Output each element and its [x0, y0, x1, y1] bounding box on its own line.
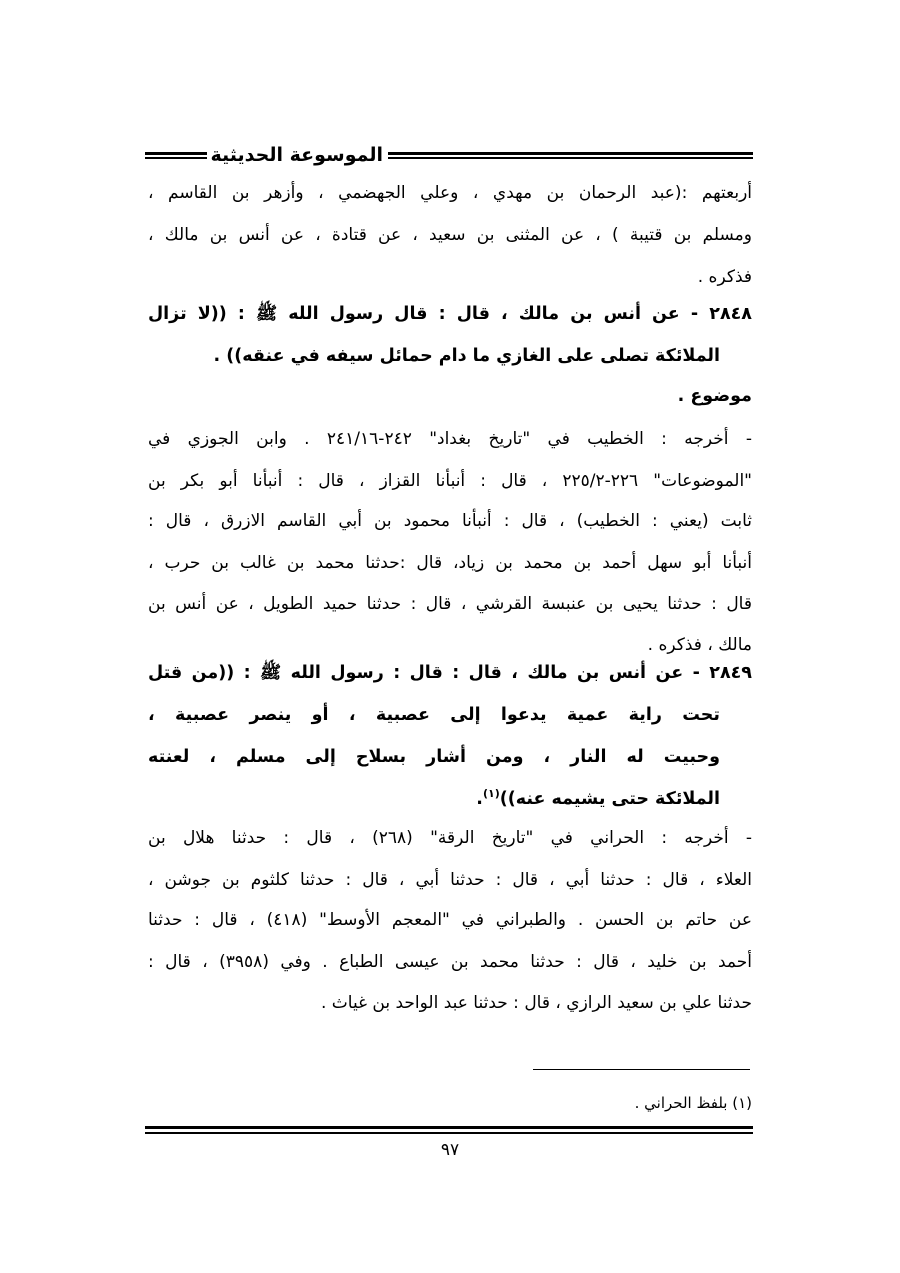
footnote-ref: (١) [482, 787, 500, 801]
takhrij-line: عن حاتم بن الحسن . والطبراني في "المعجم الأوسط" (٤١٨) ، قال : حدثنا [148, 910, 753, 930]
takhrij-line: أنبأنا أبو سهل أحمد بن محمد بن زياد، قال :حدثنا محمد بن غالب بن حرب ، [148, 553, 752, 573]
body-line: فذكره . [697, 267, 752, 287]
takhrij-line: مالك ، فذكره . [647, 635, 752, 655]
header-rule-left [145, 152, 207, 159]
hadith-2849-text: ٢٨٤٩ - عن أنس بن مالك ، قال : قال : رسول الله ﷺ : ((من قتل [148, 663, 752, 683]
takhrij-line: أحمد بن خليد ، قال : حدثنا محمد بن عيسى الطباع . وفي (٣٩٥٨) ، قال : [148, 952, 752, 972]
takhrij-line: ثابت (يعني : الخطيب) ، قال : أنبأنا محمود بن أبي القاسم الازرق ، قال : [148, 511, 752, 531]
running-header [145, 140, 753, 174]
hadith-2849-text: تحت راية عمية يدعوا إلى عصبية ، أو ينصر عصبية ، [148, 705, 720, 725]
takhrij-line: - أخرجه : الحراني في "تاريخ الرقة" (٢٦٨) ، قال : حدثنا هلال بن [148, 828, 752, 848]
footer-rule [145, 1126, 753, 1134]
body-line: ومسلم بن قتيبة ) ، عن المثنى بن سعيد ، عن قتادة ، عن أنس بن مالك ، [148, 225, 752, 245]
takhrij-line: العلاء ، قال : حدثنا أبي ، قال : حدثنا أبي ، قال : حدثنا كلثوم بن جوشن ، [148, 870, 752, 890]
hadith-2849-last-line: الملائكة حتى يشيمه عنه)) [499, 789, 720, 809]
takhrij-line: - أخرجه : الخطيب في "تاريخ بغداد" ٢٤٢-٢٤١/١٦ . وابن الجوزي في [148, 429, 752, 449]
page-number: ٩٧ [440, 1140, 460, 1160]
hadith-2849-period: . [476, 789, 483, 809]
takhrij-line: حدثنا علي بن سعيد الرازي ، قال : حدثنا عبد الواحد بن غياث . [320, 993, 752, 1013]
takhrij-line: قال : حدثنا يحيى بن عنبسة القرشي ، قال : حدثنا حميد الطويل ، عن أنس بن [148, 594, 752, 614]
hadith-2848-text: الملائكة تصلى على الغازي ما دام حمائل سيفه في عنقه)) . [213, 346, 720, 366]
footnote-separator [533, 1069, 750, 1070]
body-line: أربعتهم :(عبد الرحمان بن مهدي ، وعلي الجهضمي ، وأزهر بن القاسم ، [148, 183, 752, 203]
hadith-2848-text: ٢٨٤٨ - عن أنس بن مالك ، قال : قال رسول الله ﷺ : ((لا تزال [148, 304, 752, 324]
takhrij-line: "الموضوعات" ٢٢٦-٢٢٥/٢ ، قال : أنبأنا القزاز ، قال : أنبأنا أبو بكر بن [148, 471, 752, 491]
hadith-2849-text: وحبيت له النار ، ومن أشار بسلاح إلى مسلم ، لعنته [148, 747, 720, 767]
footnote: (١) بلفظ الحراني . [634, 1094, 752, 1112]
header-rule-right [388, 152, 753, 159]
header-title: الموسوعة الحديثية [210, 144, 383, 166]
hadith-2848-grade: موضوع . [677, 386, 752, 406]
hadith-2849-text [148, 783, 720, 815]
